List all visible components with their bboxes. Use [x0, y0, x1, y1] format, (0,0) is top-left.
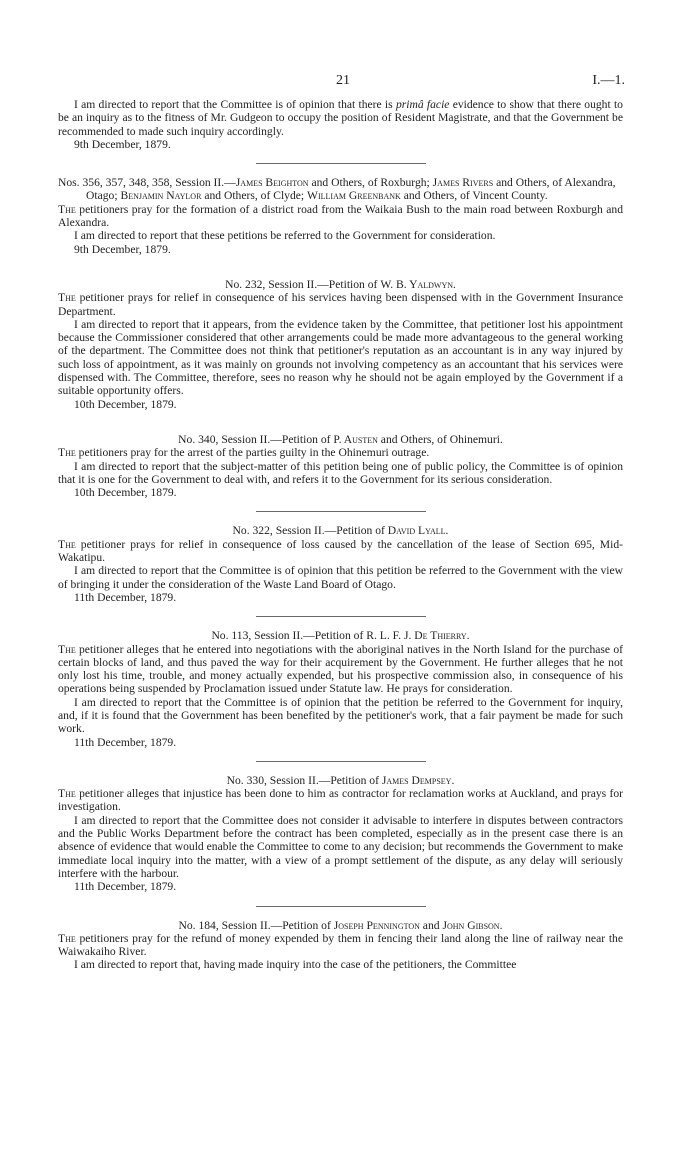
petition-section-austen [58, 433, 623, 499]
report-date: 9th December, 1879. [74, 242, 171, 256]
committee-report: I am directed to report that, having made inquiry into the case of the petitioners, the Committee [74, 958, 517, 972]
petition-prayer: The petitioner alleges that injustice has been done to him as contractor for reclamation works at Auckland, and prays for investigation. [58, 787, 623, 814]
report-date: 9th December, 1879. [74, 137, 171, 151]
petition-prayer: The petitioner prays for relief in consequence of loss caused by the cancellation of the lease of Section 695, Mid-Wakatipu. [58, 537, 623, 565]
petition-section-de-thierry [58, 629, 623, 749]
section-divider [256, 906, 426, 907]
report-date: 10th December, 1879. [74, 397, 177, 411]
petition-prayer: The petitioners pray for the arrest of the parties guilty in the Ohinemuri outrage. [58, 446, 430, 460]
committee-report: I am directed to report that the Committee is of opinion that the petition be referred to the Government for inquiry, and, if it is found that the Government has been benefited by the petitioner's work, that a fair payment be made for such work. [58, 695, 623, 736]
section-divider [256, 616, 426, 617]
petition-prayer: The petitioner prays for relief in consequence of his services having been dispensed with in the Government Insurance Department. [58, 291, 623, 318]
committee-report: I am directed to report that the Committee is of opinion that this petition be referred to the Government with the view of bringing it under the consideration of the Waste Land Board of Otago. [58, 564, 623, 591]
intro-section [58, 98, 623, 151]
page-header [58, 0, 623, 98]
committee-report: I am directed to report that it appears, from the evidence taken by the Committee, that petitioner lost his appointment because the Commissioner considered that other arrangements could be made more advantageous to the general working of the department. The Committee does not think that petitioner's reputation as an accountant is in any way injured by such loss of appointment, as it was mainly on grounds not involving competency as an accountant that his services were dispensed with. The Committee, therefore, sees no reason why he should not be again employed by the Government if a suitable opportunity offers. [58, 317, 623, 398]
committee-report: I am directed to report that these petitions be referred to the Government for consideration. [74, 229, 496, 243]
petition-heading: No. 184, Session II.—Petition of Joseph Pennington and John Gibson. [178, 918, 503, 932]
intro-paragraph: I am directed to report that the Committee is of opinion that there is primâ facie evidence to show that there ought to be an inquiry as to the fitness of Mr. Gudgeon to occupy the position of Resident Magistrate, and that the Government be recommended to made such inquiry accordingly. [58, 98, 623, 138]
petition-heading: No. 232, Session II.—Petition of W. B. Yaldwyn. [225, 277, 456, 291]
italic-phrase: primâ facie [395, 98, 450, 111]
petition-section-roxburgh [58, 176, 623, 256]
report-date: 11th December, 1879. [74, 590, 177, 604]
section-divider [256, 761, 426, 762]
petition-heading: No. 113, Session II.—Petition of R. L. F. J. De Thierry. [211, 629, 470, 643]
petition-heading: No. 322, Session II.—Petition of David Lyall. [232, 524, 449, 538]
petition-section-yaldwyn [58, 278, 623, 411]
report-date: 11th December, 1879. [74, 880, 177, 894]
committee-report: I am directed to report that the subject-matter of this petition being one of public policy, the Committee is of opinion that it is one for the Government to deal with, and refers it to the Government for its serious consideration. [58, 459, 623, 486]
petition-prayer: The petitioners pray for the refund of money expended by them in fencing their land along the line of railway near the Waiwakaiho River. [58, 931, 623, 959]
petition-prayer: The petitioners pray for the formation of a district road from the Waikaia Bush to the main road between Roxburgh and Alexandra. [58, 202, 623, 230]
document-reference: I.—1. [592, 73, 625, 88]
document-page [58, 0, 623, 972]
petition-section-pennington [58, 919, 623, 972]
section-divider [256, 511, 426, 512]
petition-heading: Nos. 356, 357, 348, 358, Session II.—James Beighton and Others, of Roxburgh; James Rivers and Others, of Alexandra, Otago; Benjamin Naylor and Others, of Clyde; William Greenbank and Others, of Vincent County. [58, 176, 616, 203]
petition-prayer: The petitioner alleges that he entered into negotiations with the aboriginal natives in the North Island for the purchase of certain blocks of land, and thus paved the way for their acquirement by the Government. He further alleges that he not only lost his time, trouble, and money actually expended, but his prospective commission also, in consequence of his operations being suspended by Proclamation issued under Statute law. He prays for consideration. [58, 642, 623, 696]
petition-section-lyall [58, 524, 623, 604]
report-date: 11th December, 1879. [74, 735, 177, 749]
section-divider [256, 163, 426, 164]
report-date: 10th December, 1879. [74, 486, 177, 500]
petition-heading: No. 340, Session II.—Petition of P. Austen and Others, of Ohinemuri. [178, 432, 503, 446]
petition-heading: No. 330, Session II.—Petition of James Dempsey. [226, 773, 455, 787]
page-number: 21 [336, 73, 350, 88]
petition-section-dempsey [58, 774, 623, 894]
committee-report: I am directed to report that the Committee does not consider it advisable to interfere in disputes between contractors and the Public Works Department before the contract has been completed, especially as in the present case there is an absence of evidence that would enable the Committee to come to any decision; but recommends the Government to make immediate local inquiry into the matter, with a view of a prompt settlement of the dispute, as any delay will seriously interfere with the harbour. [58, 813, 623, 880]
